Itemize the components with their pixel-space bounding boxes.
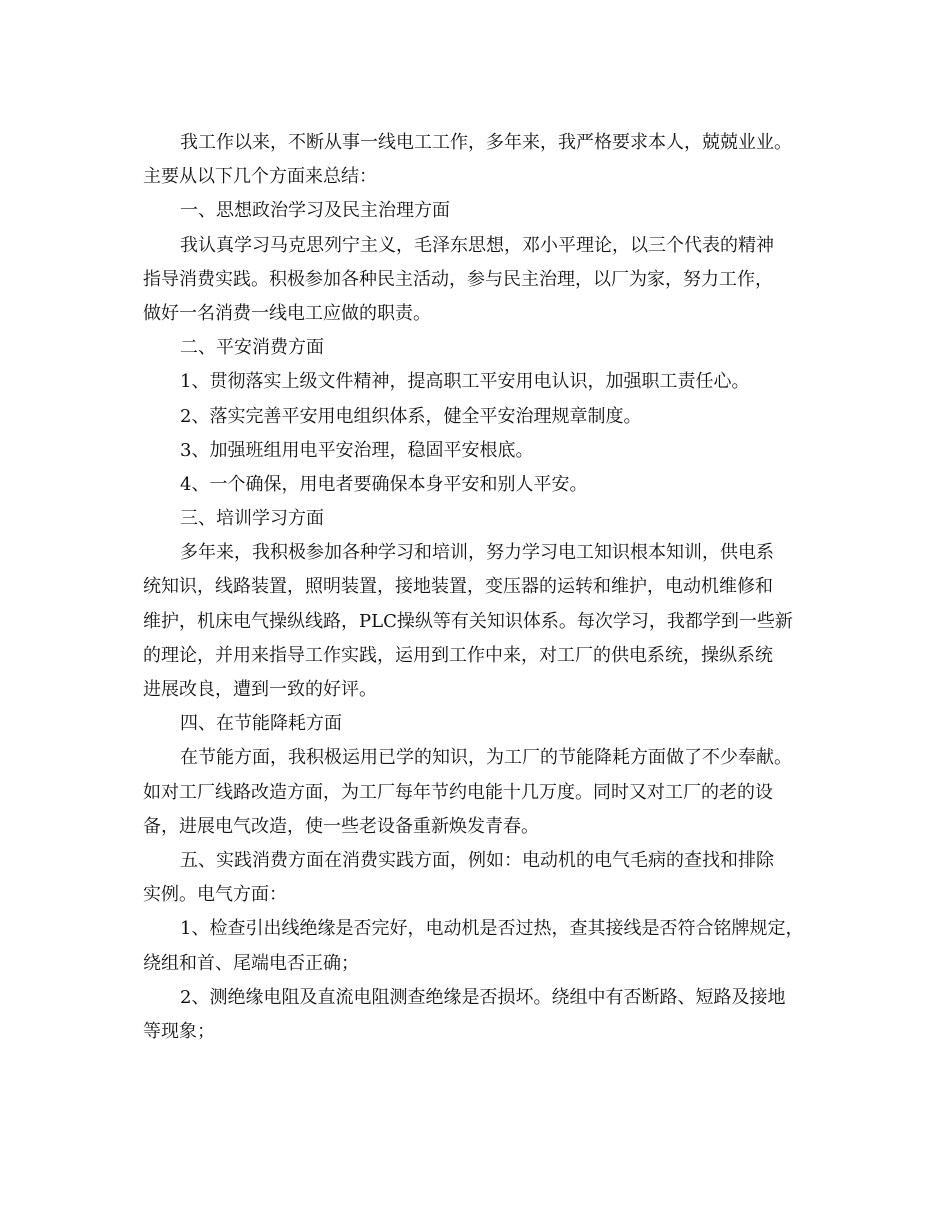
text-line: 一、思想政治学习及民主治理方面: [180, 200, 450, 222]
text-line: 四、在节能降耗方面: [180, 713, 342, 735]
text-line: 指导消费实践。积极参加各种民主活动，参与民主治理，以厂为家，努力工作，: [143, 268, 773, 290]
text-line: 备，进展电气改造，使一些老设备重新焕发青春。: [143, 815, 539, 837]
text-line: 3、加强班组用电平安治理，稳固平安根底。: [180, 439, 534, 461]
text-line: 2、测绝缘电阻及直流电阻测查绝缘是否损坏。绕组中有否断路、短路及接地: [180, 986, 786, 1008]
text-line: 2、落实完善平安用电组织体系，健全平安治理规章制度。: [180, 405, 642, 427]
text-line: 二、平安消费方面: [180, 337, 324, 359]
text-line: 在节能方面，我积极运用已学的知识，为工厂的节能降耗方面做了不少奉献。: [180, 747, 792, 769]
text-line: 进展改良，遭到一致的好评。: [143, 679, 377, 700]
text-line: 多年来，我积极参加各种学习和培训，努力学习电工知识根本知训，供电系: [180, 542, 774, 564]
text-line: 等现象；: [143, 1020, 215, 1042]
text-line: 绕组和首、尾端电否正确；: [143, 952, 359, 974]
text-line: 我认真学习马克思列宁主义，毛泽东思想，邓小平理论，以三个代表的精神: [180, 234, 774, 256]
text-line: 做好一名消费一线电工应做的职责。: [143, 302, 431, 324]
text-line: 三、培训学习方面: [180, 508, 324, 530]
document-body: [143, 126, 815, 1049]
text-line: 如对工厂线路改造方面，为工厂每年节约电能十几万度。同时又对工厂的老的设: [143, 781, 773, 803]
text-line: 1、贯彻落实上级文件精神，提高职工平安用电认识，加强职工责任心。: [180, 371, 750, 393]
text-line: 4、一个确保，用电者要确保本身平安和别人平安。: [180, 473, 588, 495]
text-line: 主要从以下几个方面来总结：: [143, 166, 377, 188]
text-line: 维护，机床电气操纵线路，PLC操纵等有关知识体系。每次学习，我都学到一些新: [143, 610, 793, 632]
text-line: 1、检查引出线绝缘是否完好，电动机是否过热，查其接线是否符合铭牌规定，: [180, 918, 804, 940]
text-line: 的理论，并用来指导工作实践，运用到工作中来，对工厂的供电系统，操纵系统: [143, 644, 773, 666]
text-line: 我工作以来，不断从事一线电工工作，多年来，我严格要求本人，兢兢业业。: [180, 132, 792, 153]
text-line: 统知识，线路装置，照明装置，接地装置，变压器的运转和维护，电动机维修和: [143, 576, 773, 598]
text-line: 五、实践消费方面在消费实践方面，例如：电动机的电气毛病的查找和排除: [180, 849, 774, 871]
text-line: 实例。电气方面：: [143, 884, 287, 906]
